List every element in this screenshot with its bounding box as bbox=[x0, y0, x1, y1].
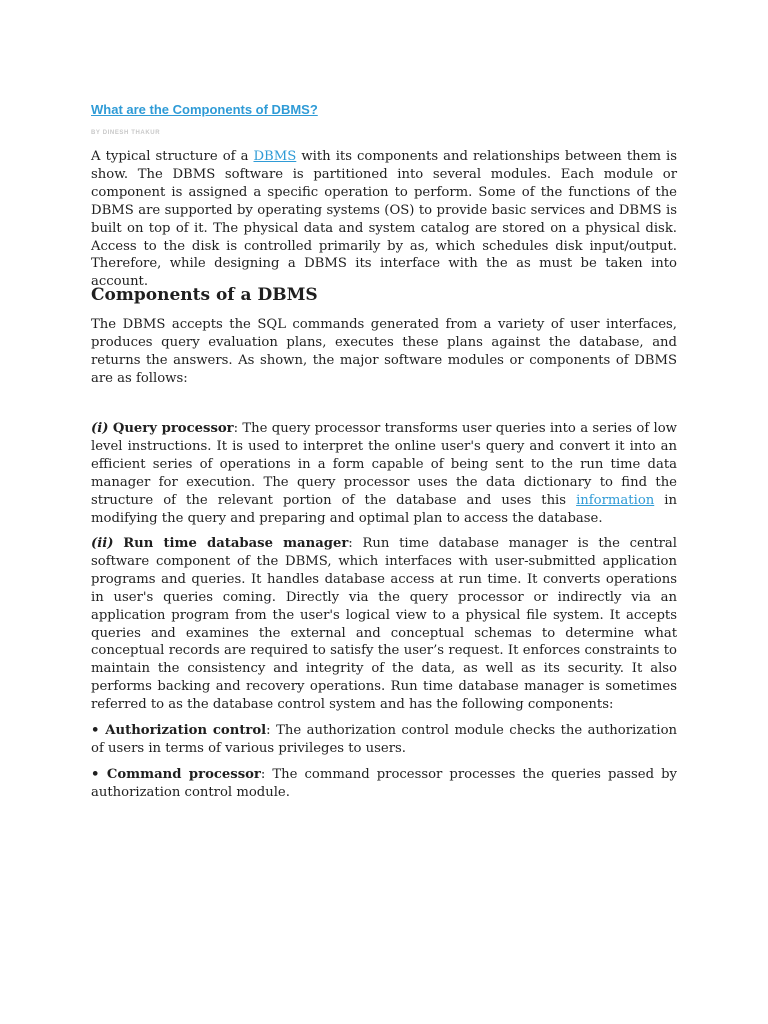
command-processor-text: : The command processor processes the queries passed by authorization control module. bbox=[91, 767, 677, 800]
runtime-manager-paragraph bbox=[91, 535, 677, 714]
dbms-link[interactable]: DBMS bbox=[253, 149, 297, 164]
intro-text-end: with its components and relationships between them is show. The DBMS software is partitioned into several modules. Each module or component is assigned a specific operation to perform. Some of the functions of the DBMS are supported by operating systems (OS) to provide basic services and DBMS is built on top of it. The physical data and system catalog are stored on a physical disk. Access to the disk is controlled primarily by as, which schedules disk input/output. Therefore, while designing a DBMS its interface with the as must be taken into account. bbox=[91, 149, 677, 290]
query-processor-text-end: in modifying the query and preparing and optimal plan to access the database. bbox=[91, 492, 678, 526]
document-title-link[interactable]: What are the Components of DBMS? bbox=[91, 102, 318, 117]
runtime-manager-term: Run time database manager bbox=[123, 536, 349, 551]
command-bullet: • bbox=[91, 767, 107, 782]
authorization-control-text: : The authorization control module checks the authorization of users in terms of various privileges to users. bbox=[91, 723, 677, 756]
intro-paragraph bbox=[91, 148, 677, 291]
query-processor-text-start: : The query processor transforms user queries into a series of low level instructions. It is used to interpret the online user's query and convert it into an efficient series of operations in a form capable of being sent to the run time data manager for execution. The query processor uses the data dictionary to find the structure of the relevant portion of the database and uses this bbox=[91, 421, 677, 508]
command-processor-term: Command processor bbox=[106, 767, 261, 782]
intro-text-start: A typical structure of a bbox=[91, 149, 254, 164]
runtime-manager-text: : Run time database manager is the central software component of the DBMS, which interfaces with user-submitted application programs and queries. It handles database access at run time. It converts operations in user's queries coming. Directly via the query processor or indirectly via an application program from the user's logical view to a physical file system. It accepts queries and examines the external and conceptual schemas to determine what conceptual records are required to satisfy the user’s request. It enforces constraints to maintain the consistency and integrity of the data, as well as its security. It also performs backing and recovery operations. Run time database manager is sometimes referred to as the database control system and has the following components: bbox=[91, 536, 677, 713]
authorization-bullet: • bbox=[91, 723, 106, 738]
section-heading: Components of a DBMS bbox=[91, 285, 318, 305]
runtime-manager-number: (ii) bbox=[91, 536, 114, 551]
command-processor-paragraph bbox=[91, 766, 677, 802]
overview-paragraph: The DBMS accepts the SQL commands generated from a variety of user interfaces, produces query evaluation plans, executes these plans against the database, and returns the answers. As shown, the major software modules or components of DBMS are as follows: bbox=[91, 317, 677, 386]
query-processor-term: Query processor bbox=[112, 421, 234, 436]
authorization-control-paragraph bbox=[91, 722, 677, 758]
information-link[interactable]: information bbox=[576, 492, 655, 508]
query-processor-paragraph bbox=[91, 420, 677, 527]
authorization-control-term: Authorization control bbox=[105, 723, 267, 738]
author-byline: BY DINESH THAKUR bbox=[91, 130, 161, 136]
query-processor-number: (i) bbox=[91, 421, 109, 436]
